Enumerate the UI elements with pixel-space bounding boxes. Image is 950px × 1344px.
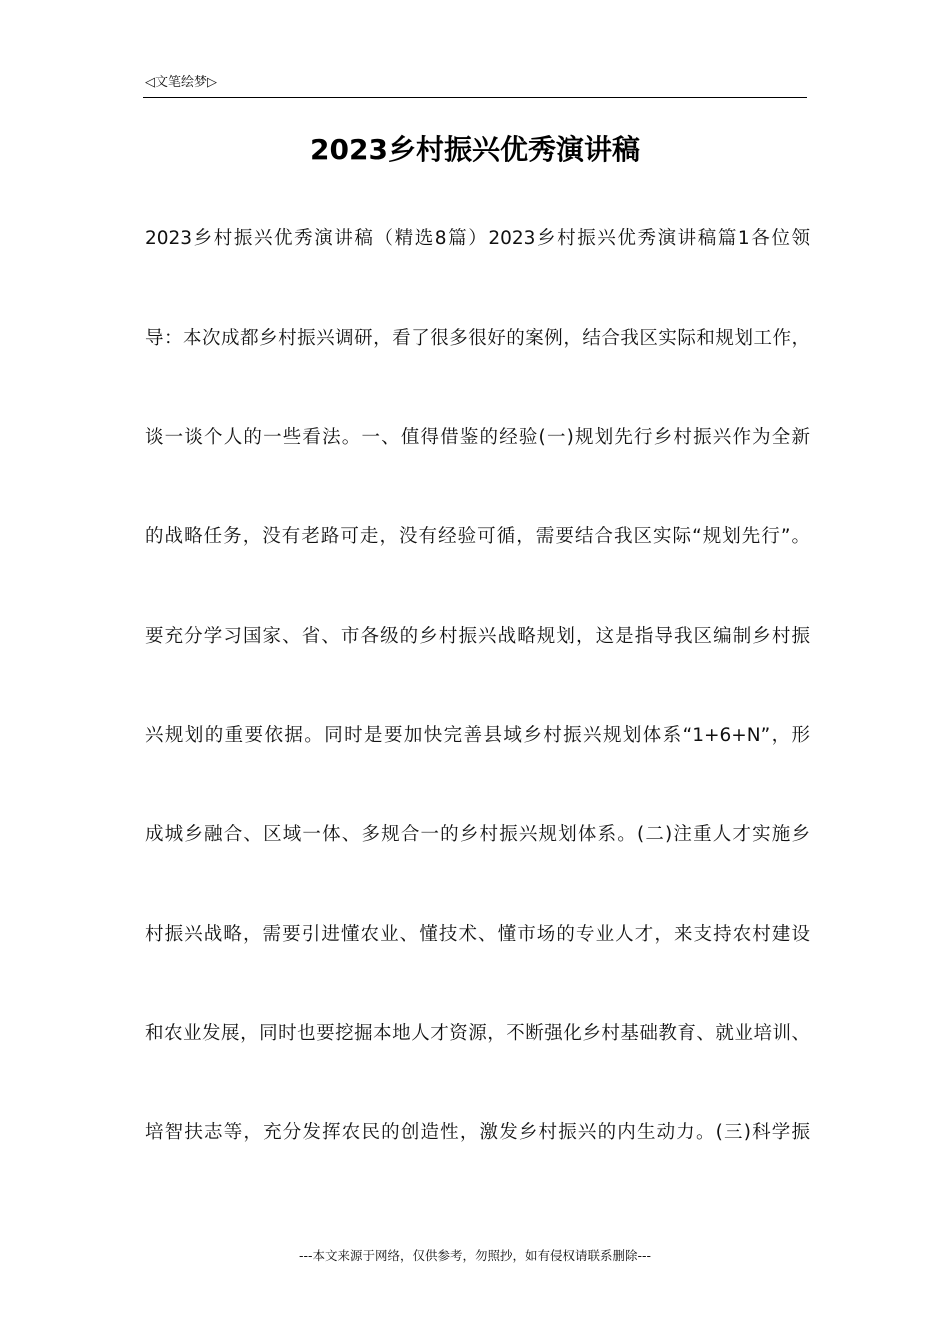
body-line: 成城乡融合、区域一体、多规合一的乡村振兴规划体系。(二)注重人才实施乡 [145, 824, 810, 845]
body-line: 和农业发展，同时也要挖掘本地人才资源，不断强化乡村基础教育、就业培训、 [145, 1023, 810, 1044]
body-line: 要充分学习国家、省、市各级的乡村振兴战略规划，这是指导我区编制乡村振 [145, 626, 810, 647]
body-line: 村振兴战略，需要引进懂农业、懂技术、懂市场的专业人才，来支持农村建设 [145, 924, 810, 945]
page-header: ◁文笔绘梦▷ [145, 75, 217, 90]
body-line: 培智扶志等，充分发挥农民的创造性，激发乡村振兴的内生动力。(三)科学振 [145, 1122, 810, 1143]
body-line: 的战略任务，没有老路可走，没有经验可循，需要结合我区实际“规划先行”。 [145, 526, 810, 547]
document-title: 2023乡村振兴优秀演讲稿 [310, 133, 640, 166]
body-line: 谈一谈个人的一些看法。一、值得借鉴的经验(一)规划先行乡村振兴作为全新 [145, 427, 810, 448]
page-footer: ---本文来源于网络，仅供参考，勿照抄，如有侵权请联系删除--- [298, 1248, 652, 1263]
body-line: 2023乡村振兴优秀演讲稿（精选8篇）2023乡村振兴优秀演讲稿篇1各位领 [145, 228, 810, 249]
body-line: 兴规划的重要依据。同时是要加快完善县域乡村振兴规划体系“1+6+N”，形 [145, 725, 810, 746]
header-divider [143, 97, 807, 98]
body-line: 导：本次成都乡村振兴调研，看了很多很好的案例，结合我区实际和规划工作， [145, 328, 810, 349]
